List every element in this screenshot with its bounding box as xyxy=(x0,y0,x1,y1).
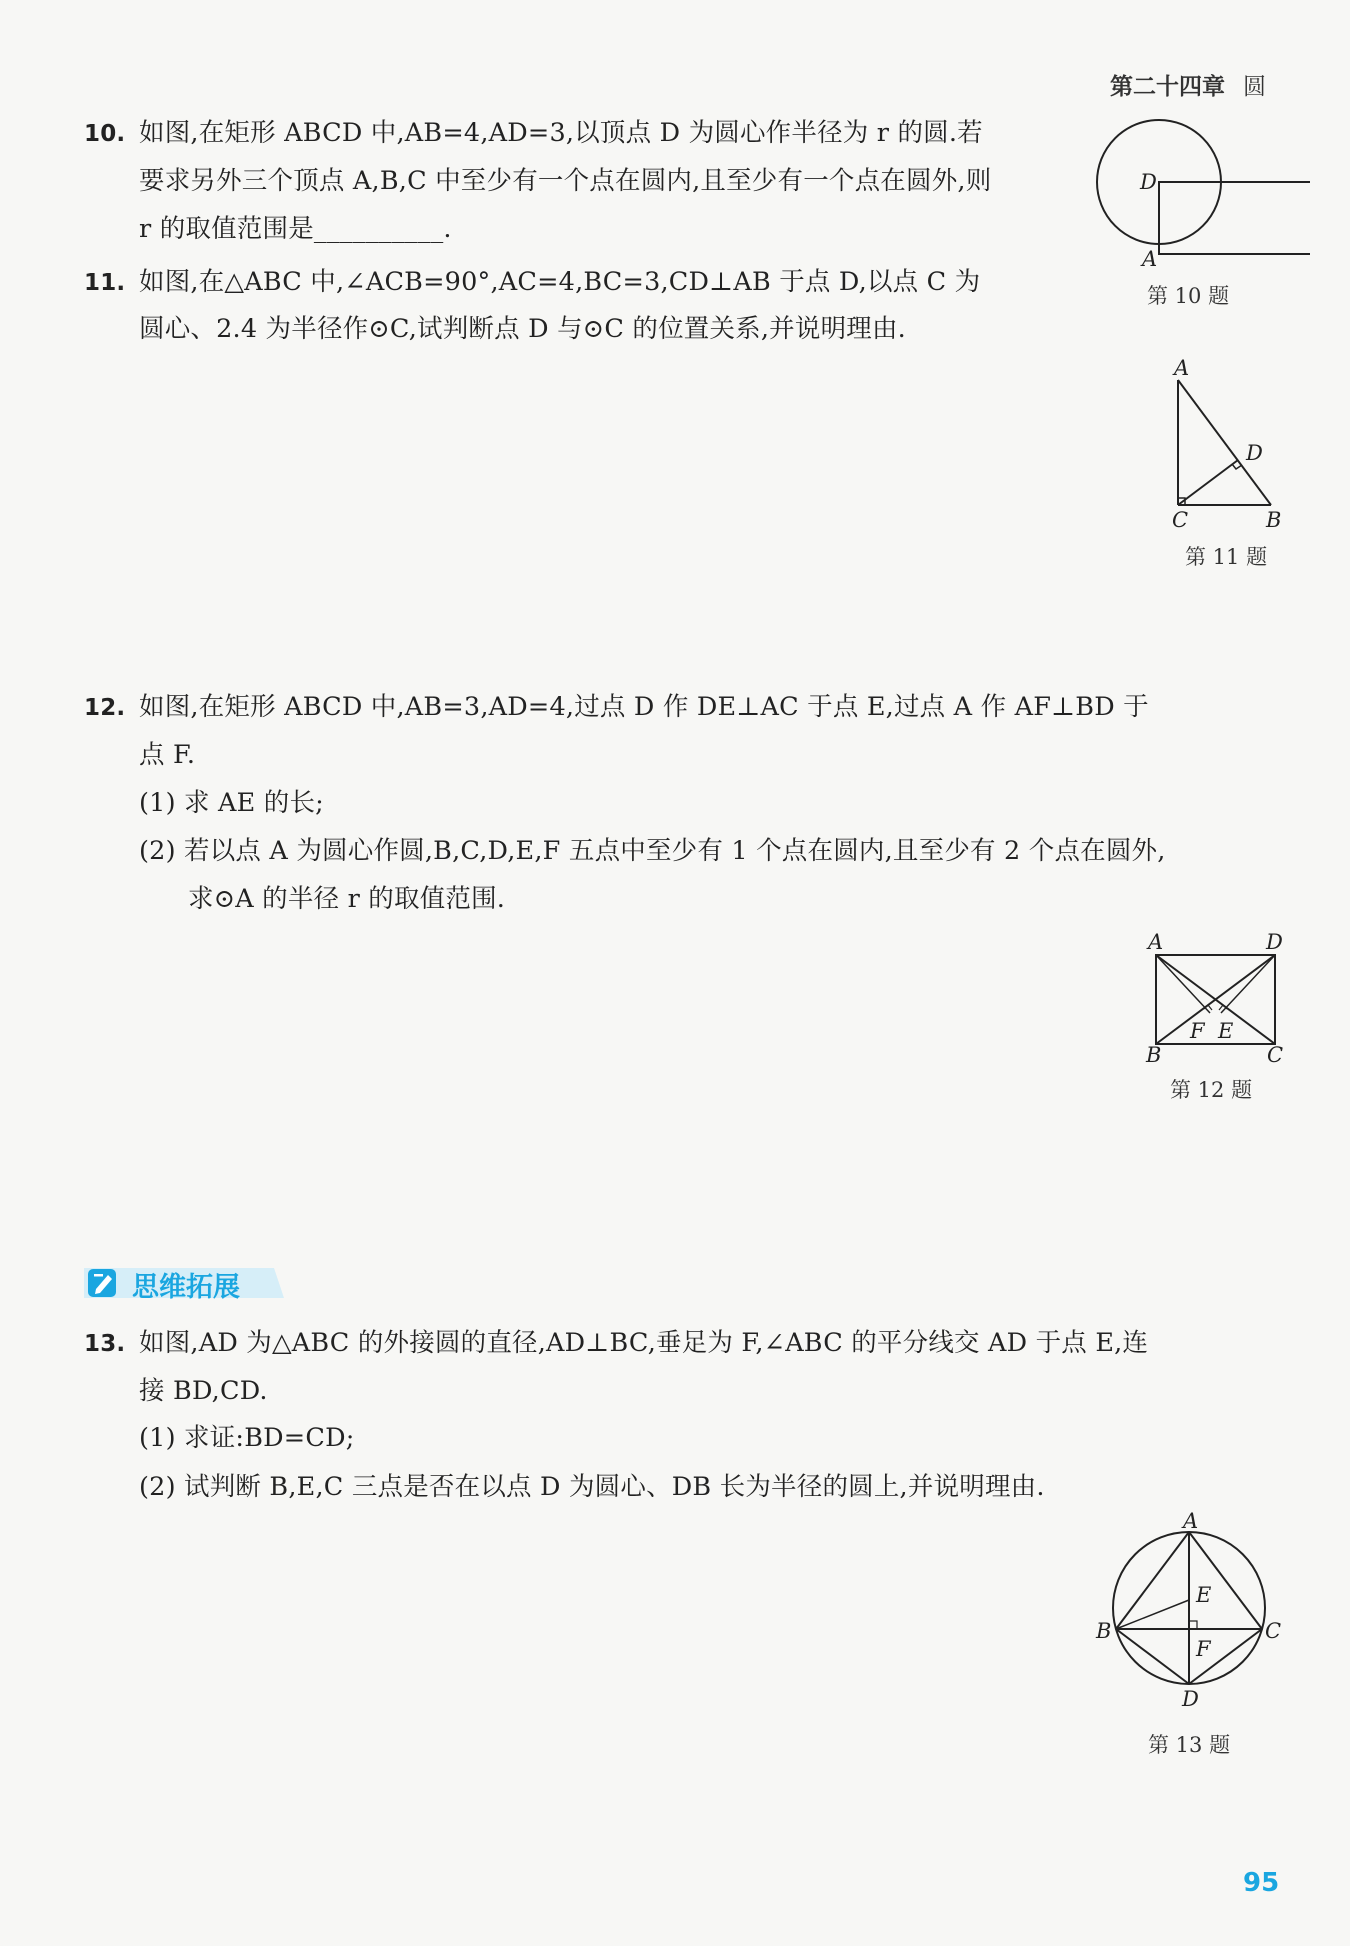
label-a: A xyxy=(1174,356,1190,380)
rect-abcd xyxy=(1159,182,1310,254)
right-angle-f xyxy=(1204,1005,1212,1010)
figure-13 xyxy=(1090,1510,1290,1725)
segment-de xyxy=(1221,955,1275,1013)
figure-11 xyxy=(1160,355,1300,535)
problem-subquestion: (2) 若以点 A 为圆心作圆,B,C,D,E,F 五点中至少有 1 个点在圆内,且至少有 2 个点在圆外, xyxy=(139,836,1166,866)
label-a: A xyxy=(1142,247,1158,271)
problem-text-line: 如图,在矩形 ABCD 中,AB=3,AD=4,过点 D 作 DE⊥AC 于点 E,过点 A 作 AF⊥BD 于 xyxy=(139,692,1149,722)
problem-subquestion: (2) 试判断 B,E,C 三点是否在以点 D 为圆心、DB 长为半径的圆上,并说明理由. xyxy=(139,1472,1045,1502)
segment-ac xyxy=(1189,1532,1262,1629)
label-e: E xyxy=(1196,1583,1212,1607)
figure-caption: 第 13 题 xyxy=(1148,1733,1231,1757)
pencil-note-icon xyxy=(86,1265,122,1301)
problem-text-line: 圆心、2.4 为半径作⊙C,试判断点 D 与⊙C 的位置关系,并说明理由. xyxy=(139,314,906,344)
label-d: D xyxy=(1182,1687,1199,1711)
problem-number: 10. xyxy=(84,121,126,147)
figure-caption: 第 12 题 xyxy=(1170,1078,1253,1102)
problem-subquestion: (1) 求证:BD=CD; xyxy=(139,1423,355,1453)
problem-text-line: 如图,在矩形 ABCD 中,AB=4,AD=3,以顶点 D 为圆心作半径为 r 的圆.若 xyxy=(139,118,983,148)
problem-number: 13. xyxy=(84,1331,126,1357)
problem-number: 12. xyxy=(84,695,126,721)
problem-text-line: 点 F. xyxy=(139,740,196,770)
chapter-topic: 圆 xyxy=(1243,74,1266,100)
label-b: B xyxy=(1096,1619,1112,1643)
label-b: B xyxy=(1266,508,1282,532)
problem-number: 11. xyxy=(84,270,126,296)
figure-caption: 第 10 题 xyxy=(1147,284,1230,308)
label-c: C xyxy=(1265,1619,1282,1643)
label-c: C xyxy=(1172,508,1189,532)
label-d: D xyxy=(1246,441,1263,465)
problem-text-line: 接 BD,CD. xyxy=(139,1376,268,1406)
chapter-title: 第二十四章 xyxy=(1110,74,1225,100)
figure-caption: 第 11 题 xyxy=(1185,545,1268,569)
label-d: D xyxy=(1140,170,1157,194)
problem-text-line: 要求另外三个顶点 A,B,C 中至少有一个点在圆内,且至少有一个点在圆外,则 xyxy=(139,166,992,196)
label-a: A xyxy=(1148,930,1164,954)
right-angle-e xyxy=(1219,1005,1227,1010)
section-banner xyxy=(84,1262,284,1304)
right-angle-f xyxy=(1189,1621,1197,1629)
label-f: F xyxy=(1196,1637,1211,1661)
problem-text-line: r 的取值范围是__________. xyxy=(139,214,452,244)
figure-12 xyxy=(1140,925,1290,1065)
section-title: 思维拓展 xyxy=(132,1272,240,1303)
segment-af xyxy=(1156,955,1210,1013)
label-d: D xyxy=(1266,930,1283,954)
problem-text-line: 求⊙A 的半径 r 的取值范围. xyxy=(188,884,506,914)
problem-text-line: 如图,AD 为△ABC 的外接圆的直径,AD⊥BC,垂足为 F,∠ABC 的平分线交 AD 于点 E,连 xyxy=(139,1328,1149,1358)
label-b: B xyxy=(1146,1043,1162,1065)
problem-text-line: 如图,在△ABC 中,∠ACB=90°,AC=4,BC=3,CD⊥AB 于点 D,以点 C 为 xyxy=(139,267,981,297)
label-c: C xyxy=(1267,1043,1284,1065)
chapter-header xyxy=(1110,68,1266,101)
problem-subquestion: (1) 求 AE 的长; xyxy=(139,788,324,818)
page-number: 95 xyxy=(1243,1868,1280,1898)
label-e: E xyxy=(1218,1019,1234,1043)
label-a: A xyxy=(1183,1510,1199,1533)
label-f: F xyxy=(1190,1019,1205,1043)
segment-cd xyxy=(1178,460,1238,505)
